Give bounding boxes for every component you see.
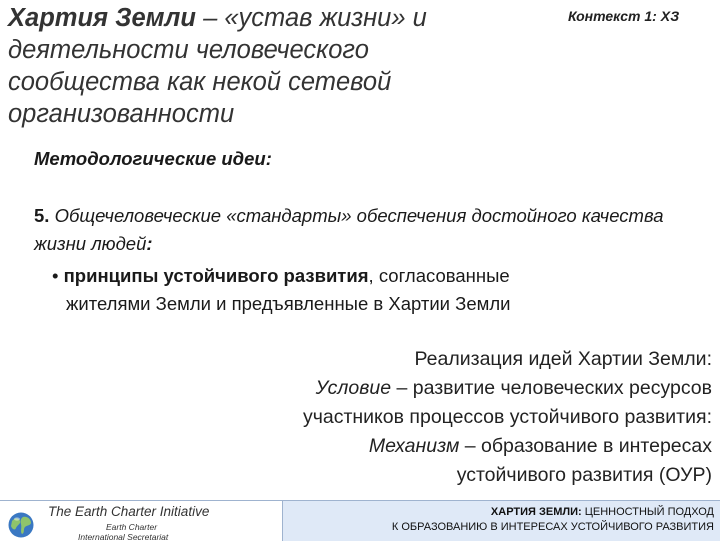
mechanism-line [152,432,712,461]
footer [0,500,720,541]
title-rest-part: – «устав жизни» и деятельности человеческого сообщества как некой сетевой организованности [8,4,427,128]
bullet-symbol: • [52,265,59,286]
footer-caption [294,505,714,535]
mechanism-label: Механизм [368,435,460,457]
realization-block [152,345,712,490]
mechanism-text-a: – образование в интересах [459,435,712,457]
realization-heading: Реализация идей Хартии Земли: [414,348,712,370]
title-bold-part: Хартия Земли [8,4,196,32]
condition-text-b: участников процессов устойчивого развития: [302,406,712,428]
condition-text-a: – развитие человеческих ресурсов [391,377,712,399]
footer-initiative-panel [0,501,283,541]
footer-caption-rest: ЦЕННОСТНЫЙ ПОДХОД [581,506,714,518]
secretariat-line-1: Earth Charter [106,522,158,532]
mechanism-text-b: устойчивого развития (ОУР) [456,464,712,486]
bullet-strong-text: принципы устойчивого развития [58,265,369,286]
slide-title [8,2,508,130]
context-label: Контекст 1: ХЗ [568,8,680,24]
bullet-line-2: жителями Земли и предъявленные в Хартии Земли [66,293,511,314]
earth-globe-icon [6,511,36,539]
bullet-item [52,262,692,318]
idea-block [34,202,694,258]
footer-caption-line-2: К ОБРАЗОВАНИЮ В ИНТЕРЕСАХ УСТОЙЧИВОГО РАЗВИТИЯ [391,521,714,533]
bullet-rest-text: , согласованные [368,265,510,286]
method-heading: Методологические идеи: [34,148,272,169]
footer-caption-bold: ХАРТИЯ ЗЕМЛИ: [490,506,582,518]
idea-number: 5. [34,205,50,226]
condition-label: Условие [315,377,392,399]
secretariat-line-2: International Secretariat [78,532,169,541]
idea-text: Общечеловеческие «стандарты» обеспечения достойного качества жизни людей [34,205,664,254]
footer-caption-line-1 [294,505,714,520]
initiative-name: The Earth Charter Initiative [48,504,210,519]
condition-line [152,374,712,403]
idea-colon: : [146,233,153,254]
